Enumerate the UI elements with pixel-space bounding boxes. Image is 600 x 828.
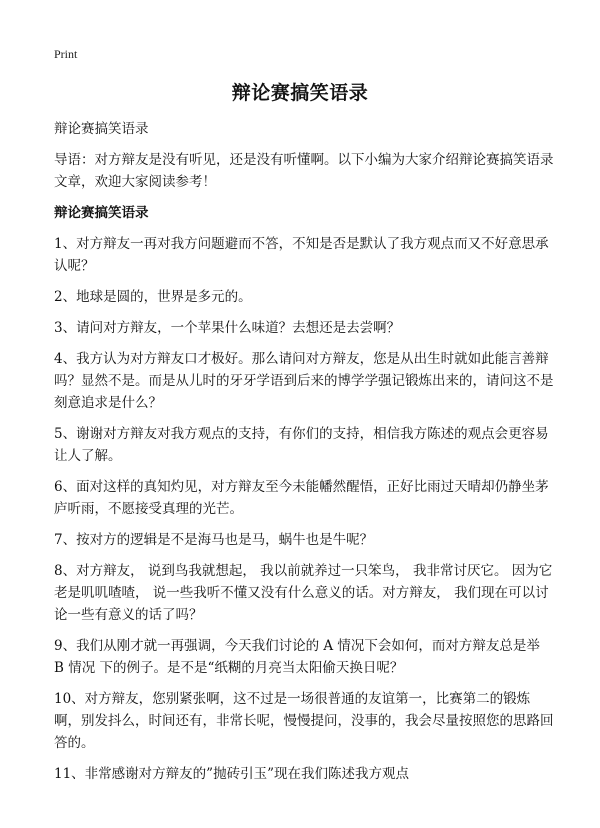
quote-item-9: 9、我们从刚才就一再强调，今天我们讨论的 A 情况下会如何，而对方辩友总是举 B 情况 下的例子。是不是“纸糊的月亮当太阳偷天换日呢？	[54, 638, 540, 676]
quote-item-11: 11、非常感谢对方辩友的”抛砖引玉”现在我们陈述我方观点	[54, 766, 409, 782]
quote-item-4: 4、我方认为对方辩友口才极好。那么请问对方辩友，您是从出生时就如此能言善辩吗？显然不是。而是从儿时的牙牙学语到后来的博学学强记锻炼出来的，请问这不是刻意追求是什么？	[54, 351, 554, 411]
document-subtitle: 辩论赛搞笑语录	[54, 121, 149, 137]
document-title: 辩论赛搞笑语录	[231, 82, 369, 104]
quote-item-3: 3、请问对方辩友，一个苹果什么味道？去想还是去尝啊？	[54, 320, 401, 336]
print-label[interactable]: Print	[54, 47, 78, 61]
document-body	[54, 118, 554, 794]
quote-item-7: 7、按对方的逻辑是不是海马也是马，蜗牛也是牛呢？	[54, 532, 374, 548]
quote-item-10: 10、对方辩友，您别紧张啊，这不过是一场很普通的友谊第一，比赛第二的锻炼啊，别发抖么，时间还有，非常长呢，慢慢提问，没事的，我会尽量按照您的思路回答的。	[54, 691, 554, 751]
quote-item-5: 5、谢谢对方辩友对我方观点的支持，有你们的支持，相信我方陈述的观点会更容易让人了解。	[54, 426, 549, 464]
quote-item-2: 2、地球是圆的，世界是多元的。	[54, 289, 252, 305]
quote-item-8: 8、对方辩友， 说到鸟我就想起， 我以前就养过一只笨鸟， 我非常讨厌它。 因为它老是叽叽喳喳， 说一些我听不懂又没有什么意义的话。对方辩友， 我们现在可以讨论一些有意义的话了吗？	[54, 563, 553, 623]
intro-paragraph: 导语：对方辩友是没有听见，还是没有听懂啊。以下小编为大家介绍辩论赛搞笑语录文章，欢迎大家阅读参考！	[54, 152, 554, 190]
section-heading: 辩论赛搞笑语录	[54, 205, 149, 221]
quote-item-6: 6、面对这样的真知灼见，对方辩友至今未能幡然醒悟，正好比雨过天晴却仍静坐茅庐听雨，不愿接受真理的光芒。	[54, 479, 549, 517]
quote-item-1: 1、对方辩友一再对我方问题避而不答，不知是否是默认了我方观点而又不好意思承认呢？	[54, 236, 549, 274]
